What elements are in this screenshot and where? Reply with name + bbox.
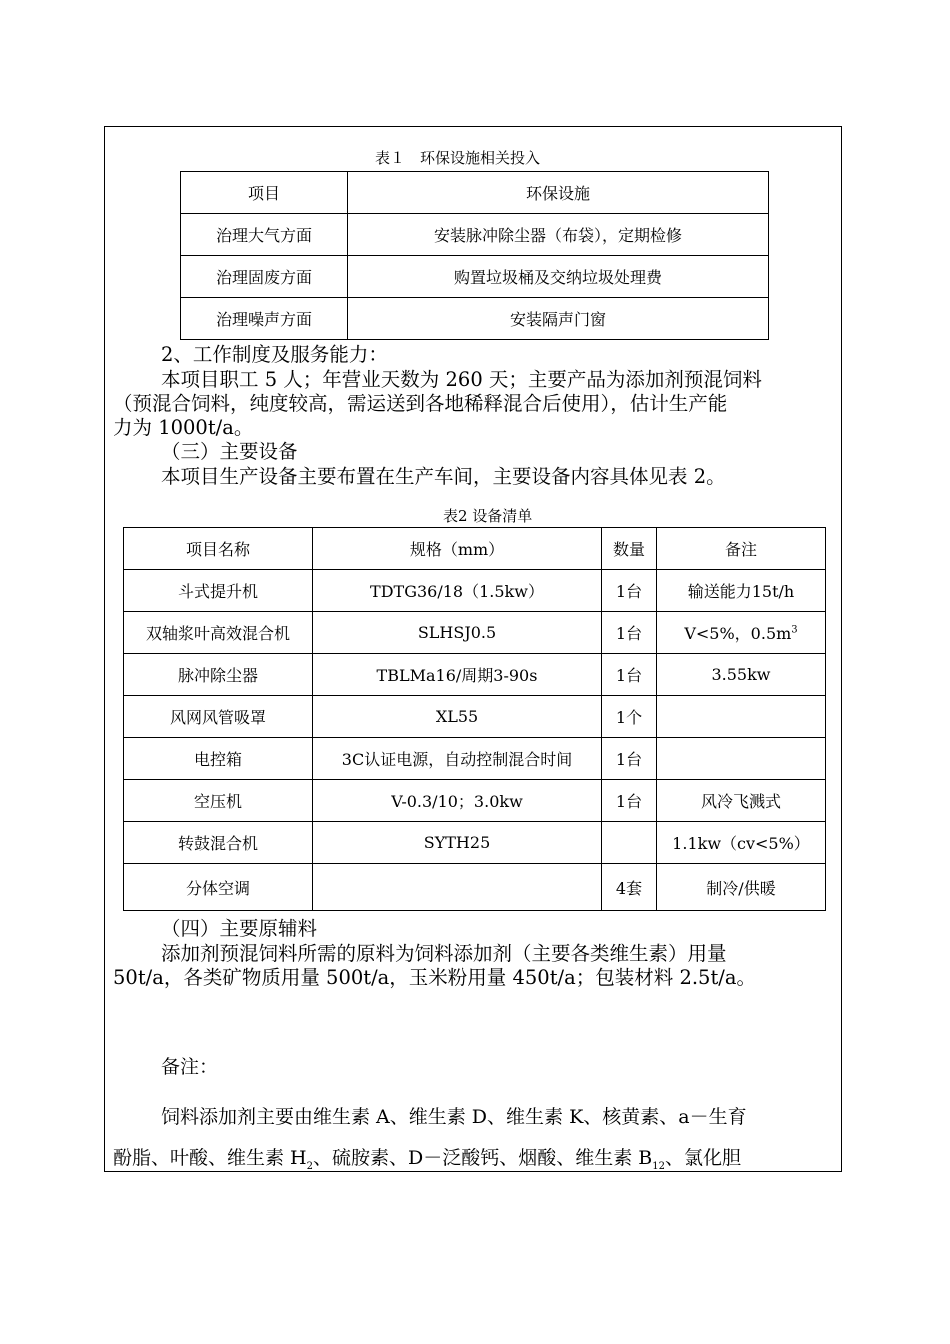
section2-paragraph-line: 本项目职工 5 人；年营业天数为 260 天；主要产品为添加剂预混饲料 <box>161 368 762 391</box>
table2-cell: 3.55kw <box>657 654 826 696</box>
table2-cell: 脉冲除尘器 <box>124 654 313 696</box>
table1-row <box>181 214 769 256</box>
note-line: 饲料添加剂主要由维生素 A、维生素 D、维生素 K、核黄素、a－生育 <box>161 1106 747 1128</box>
table2 <box>123 527 826 911</box>
table2-cell: 1台 <box>602 612 657 654</box>
table1-cell: 治理大气方面 <box>181 214 348 256</box>
table1-header: 环保设施 <box>348 172 769 214</box>
table2-row <box>124 612 826 654</box>
table2-row <box>124 696 826 738</box>
table1-cell: 购置垃圾桶及交纳垃圾处理费 <box>348 256 769 298</box>
table2-cell: 双轴浆叶高效混合机 <box>124 612 313 654</box>
note-label: 备注： <box>161 1056 219 1078</box>
table2-cell: 制冷/供暖 <box>657 864 826 911</box>
section4-paragraph-line: 50t/a，各类矿物质用量 500t/a，玉米粉用量 450t/a；包装材料 2.5t/a。 <box>113 966 756 989</box>
table2-cell: V-0.3/10；3.0kw <box>313 780 602 822</box>
superscript: 3 <box>791 624 798 636</box>
table2-cell: 空压机 <box>124 780 313 822</box>
table2-row <box>124 780 826 822</box>
table2-cell: 风网风管吸罩 <box>124 696 313 738</box>
table2-cell: 1台 <box>602 780 657 822</box>
table2-row <box>124 738 826 780</box>
table2-cell <box>657 612 826 654</box>
table2-row <box>124 570 826 612</box>
table1-row <box>181 298 769 340</box>
table2-cell: 1.1kw（cv<5%） <box>657 822 826 864</box>
note-text: 、氯化胆 <box>664 1147 741 1169</box>
table1-row <box>181 256 769 298</box>
note-line <box>113 1146 835 1172</box>
table2-cell: TDTG36/18（1.5kw） <box>313 570 602 612</box>
table2-cell: 1台 <box>602 654 657 696</box>
note-text: 酚脂、叶酸、维生素 H <box>113 1147 307 1169</box>
subscript: 12 <box>652 1160 665 1172</box>
table2-cell: 输送能力15t/h <box>657 570 826 612</box>
table2-caption: 表2 设备清单 <box>443 507 533 525</box>
table1-cell: 安装隔声门窗 <box>348 298 769 340</box>
table1-cell: 治理噪声方面 <box>181 298 348 340</box>
table1-header-row <box>181 172 769 214</box>
table1-caption: 表１ 环保设施相关投入 <box>375 149 541 167</box>
table2-cell: XL55 <box>313 696 602 738</box>
table2-cell: 1台 <box>602 570 657 612</box>
section4-paragraph-line: 添加剂预混饲料所需的原料为饲料添加剂（主要各类维生素）用量 <box>161 942 727 965</box>
section3-paragraph: 本项目生产设备主要布置在生产车间，主要设备内容具体见表 2。 <box>161 465 726 488</box>
table2-cell <box>657 696 826 738</box>
table2-cell: 电控箱 <box>124 738 313 780</box>
table2-header: 规格（mm） <box>313 528 602 570</box>
table2-cell: 分体空调 <box>124 864 313 911</box>
section2-paragraph-line: （预混合饲料，纯度较高，需运送到各地稀释混合后使用），估计生产能 <box>113 392 728 415</box>
subscript: 2 <box>306 1160 313 1172</box>
document-frame <box>104 126 842 1172</box>
section2-heading: 2、工作制度及服务能力： <box>161 343 388 366</box>
table2-cell: 3C认证电源，自动控制混合时间 <box>313 738 602 780</box>
table1-cell: 治理固废方面 <box>181 256 348 298</box>
table2-header: 数量 <box>602 528 657 570</box>
table2-row <box>124 864 826 911</box>
table2-header: 备注 <box>657 528 826 570</box>
table2-row <box>124 822 826 864</box>
table2-cell: 1台 <box>602 738 657 780</box>
table2-cell: SYTH25 <box>313 822 602 864</box>
table2-cell: TBLMa16/周期3-90s <box>313 654 602 696</box>
table1 <box>180 171 769 340</box>
table1-header: 项目 <box>181 172 348 214</box>
table2-row <box>124 654 826 696</box>
section3-heading: （三）主要设备 <box>161 440 298 463</box>
section2-paragraph-line: 力为 1000t/a。 <box>113 416 254 439</box>
table2-cell: 斗式提升机 <box>124 570 313 612</box>
table1-cell: 安装脉冲除尘器（布袋），定期检修 <box>348 214 769 256</box>
table2-cell: 风冷飞溅式 <box>657 780 826 822</box>
table2-cell <box>657 738 826 780</box>
table2-cell: 4套 <box>602 864 657 911</box>
table2-cell: 转鼓混合机 <box>124 822 313 864</box>
table2-cell: SLHSJ0.5 <box>313 612 602 654</box>
table2-header: 项目名称 <box>124 528 313 570</box>
table2-cell-text: V<5%，0.5m <box>684 624 792 643</box>
table2-cell: 1个 <box>602 696 657 738</box>
table2-cell <box>313 864 602 911</box>
note-text: 、硫胺素、D－泛酸钙、烟酸、维生素 B <box>313 1147 653 1169</box>
section4-heading: （四）主要原辅料 <box>161 917 318 940</box>
table2-cell <box>602 822 657 864</box>
table2-header-row <box>124 528 826 570</box>
